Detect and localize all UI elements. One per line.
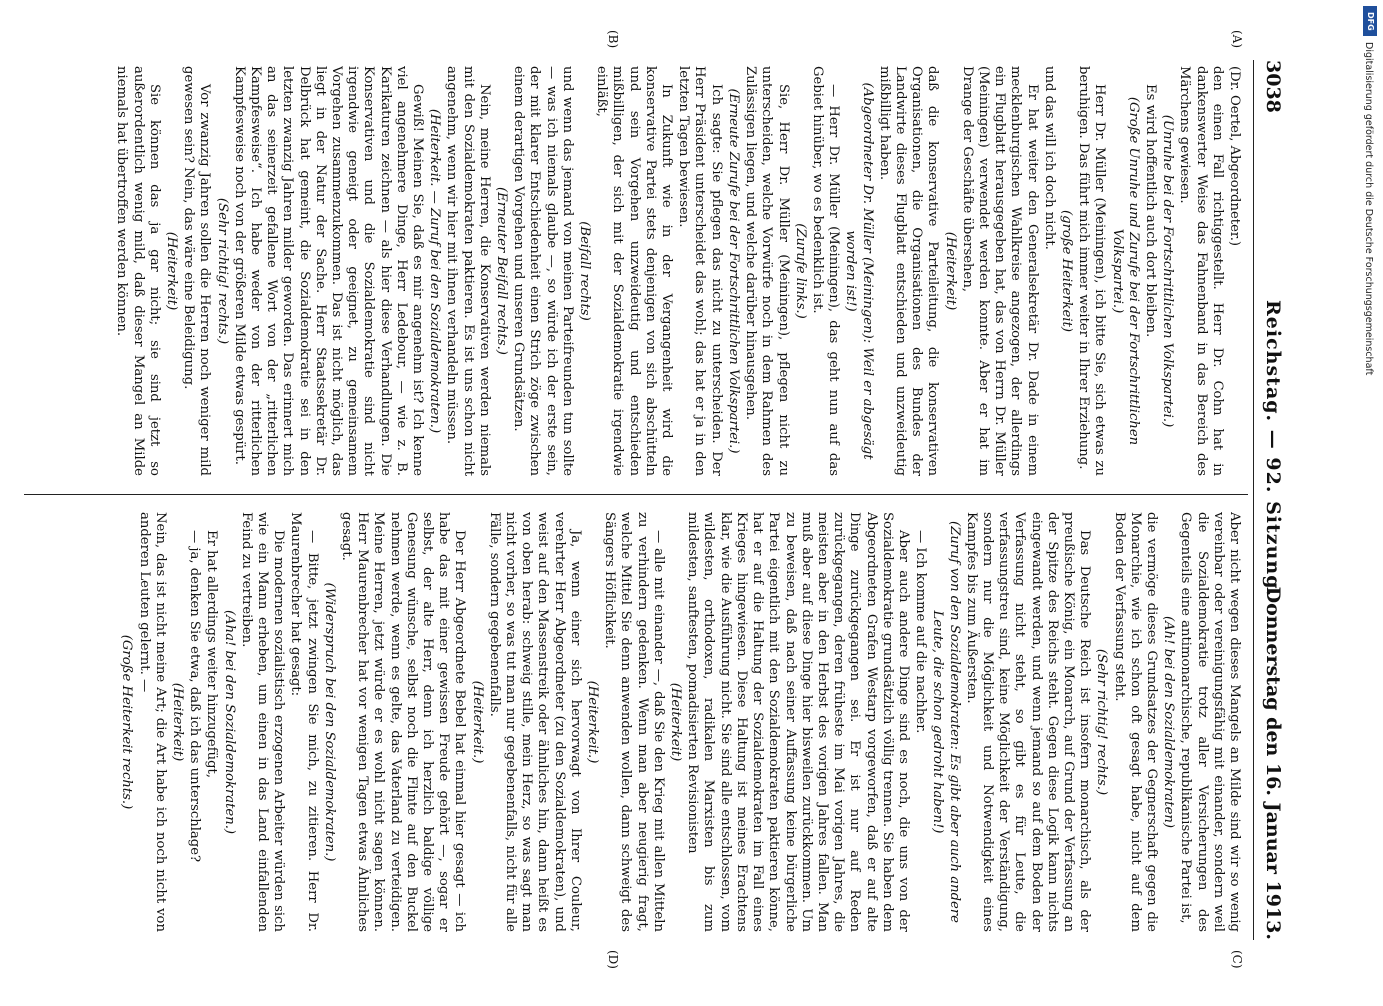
interjection: (Heiterkeit)	[164, 231, 179, 311]
interjection: (Große Heiterkeit rechts.)	[119, 634, 135, 810]
interjection: (große Heiterkeit)	[1058, 209, 1074, 333]
interjection: (Heiterkeit)	[170, 682, 185, 762]
paragraph: Nein, meine Herren, die Konservativen werden niemals mit den Sozialdemokraten paktieren. Es ist uns schon nicht angenehm, wenn wir hier mit ihnen verhandeln müssen.	[444, 66, 492, 476]
paragraph: — Herr Dr. Müller (Meiningen), das geht nun auf das Gebiet hinüber, wo es bedenklich ist.	[809, 66, 842, 476]
interjection: (Ah! bei den Sozialdemokraten)	[1161, 615, 1177, 829]
paragraph: Nein, das ist nicht meine Art; die Art habe ich noch nicht von anderen Leuten gelernt. —	[136, 512, 168, 932]
paragraph: — ja, denken Sie etwa, daß ich das unterschlage?	[187, 530, 203, 863]
interjection: (Abgeordneter Dr. Müller (Meiningen): Weil er abgesägt worden ist!)	[843, 82, 875, 460]
interjection: (Heiterkeit)	[942, 231, 958, 311]
interjection: (Heiterkeit. — Zuruf bei den Sozialdemokraten.)	[427, 108, 443, 434]
paragraph: Er hat allerdings weiter hinzugefügt,	[204, 530, 220, 779]
paragraph: und das will ich doch nicht.	[1041, 66, 1057, 250]
paragraph: In Zukunft wie in der Vergangenheit wird die konservative Partei stets denjenigen von sich abschütteln und sein Vorgehen unzweideutig und entschieden mißbilligen, der sich mit der Sozialdemokratie irgendwie einläßt,	[594, 66, 675, 476]
paragraph: Sie können das ja gar nicht; sie sind jetzt so außerordentlich wenig mild, daß dieser Mangel an Milde niemals hat übertroffen werden können.	[114, 66, 162, 476]
margin-marker-b: (B)	[606, 30, 620, 49]
interjection: (Erneuter Beifall rechts.)	[494, 187, 510, 355]
paragraph: Sie, Herr Dr. Müller (Meiningen), pflegen nicht zu unterscheiden, welche Vorwürfe noch in dem Rahmen des Zulässigen liegen, und welche darüber hinausgehen.	[743, 66, 791, 476]
paragraph: Er hat weiter den Generalsekretär Dr. Dade in einem mecklenburgischen Wahlkreise angezogen, der allerdings ein Flugblatt herausgegeben hat, das von Herrn Dr. Müller (Meiningen) verwendet werden konnte. Aber er hat im Drange der Geschäfte übersehen,	[959, 66, 1040, 476]
margin-marker-a: (A)	[1230, 30, 1244, 49]
paragraph: (Dr. Oertel, Abgeordneter.)	[1227, 66, 1242, 247]
paragraph: — alle mit einander —, daß Sie den Krieg mit allen Mitteln zu verhindern gedenken. Wenn man aber neugierig fragt, welche Mittel Sie denn anwenden wollen, dann schweigt des Sängers Höflichkeit.	[602, 512, 666, 932]
interjection: (Zuruf von den Sozialdemokraten: Es gibt aber auch andere Leute, die schon gedroht haben!)	[930, 521, 962, 923]
left-text-column	[28, 66, 1242, 476]
paragraph: — Ich komme auf die nachher.	[913, 530, 929, 734]
interjection: (Unruhe bei der Fortschrittlichen Volkspartei.)	[1160, 114, 1176, 428]
dfg-strip	[1363, 6, 1379, 1006]
paragraph: daß die konservative Parteileitung, die konservativen Organisationen, die Organisationen des Bundes der Landwirte dieses Flugblatt entschieden und unzweideutig mißbilligt haben.	[876, 66, 941, 476]
page-number: 3038	[1262, 60, 1284, 113]
paragraph: Ja, wenn einer sich hervorwagt von Ihrer Couleur, verehrter Herr Abgeordneter (zu den Sozialdemokraten), und weist auf den Massenstreik oder ähnliches hin, dann heißt es von oben herab: schweig stille, mein Herz, so was sagt man nicht vorher, so was tut man nur gegebenenfalls, nicht für alle Fälle, sondern gegebenenfalls.	[486, 512, 583, 932]
interjection: (Sehr richtig! rechts.)	[1094, 648, 1110, 796]
paragraph: — Bitte, jetzt zwingen Sie mich, zu zitieren. Herr Dr. Maurenbrecher hat gesagt:	[288, 512, 320, 932]
page-title: Reichstag. — 92. Sitzung.	[1262, 300, 1284, 598]
paragraph: Aber auch andere Dinge sind es noch, die uns von der Sozialdemokratie grundsätzlich völlig trennen. Sie haben dem Abgeordneten Grafen Westarp vorgeworfen, daß er auf alte Dinge zurückgegangen sei. Er ist nur auf Reden zurückgegangen, deren früheste im Mai vorigen Jahres, die meisten aber in den Herbst des vorigen Jahres fallen. Man muß aber auf diese Dinge hier bisweilen zurückkommen. Um zu beweisen, daß nach seiner Auffassung keine bürgerliche Partei eigentlich mit den Sozialdemokraten paktieren könne, hat er auf die Haltung der Sozialdemokraten im Fall eines Krieges hingewiesen. Diese Haltung ist meines Erachtens klar, wie die Ausführung nicht. Sie sind alle entschlossen, vom wildesten, orthodoxen, radikalen Marxisten bis zum mildesten, sanftesten, pomadisierten Revisionisten	[685, 512, 911, 932]
paragraph: Aber nicht wegen dieses Mangels an Milde sind wir so wenig vereinbar oder vereinigungsfähig mit einander, sondern weil die Sozialdemokratie trotz aller Versicherungen des Gegenteils eine antimonarchische, republikanische Partei ist,	[1178, 512, 1242, 932]
column-divider	[24, 494, 1248, 495]
interjection: (Große Unruhe und Zurufe bei der Fortschrittlichen Volkspartei.)	[1109, 96, 1141, 446]
paragraph: Die modernen sozialistisch erzogenen Arbeiter würden sich wie ein Mann erheben, um einen in das Land einfallenden Feind zu vertreiben.	[238, 512, 287, 932]
interjection: (Erneute Zurufe bei der Fortschrittlichen Volkspartei.)	[725, 88, 741, 454]
dfg-logo: DFG	[1363, 6, 1377, 36]
interjection: (Widerspruch bei den Sozialdemokraten.)	[321, 582, 337, 862]
paragraph: die vermöge dieses Grundsatzes der Gegnerschaft gegen die Monarchie, wie ich schon oft gesagt habe, nicht auf dem Boden der Verfassung steht.	[1111, 512, 1159, 932]
paragraph: Vor zwanzig Jahren sollen die Herren noch weniger mild gewesen sein? Nein, das wäre eine Beleidigung.	[181, 66, 213, 476]
dfg-funding-note: Digitalisierung gefördert durch die Deutsche Forschungsgemeinschaft	[1363, 42, 1374, 376]
interjection: (Heiterkeit)	[668, 682, 684, 762]
paragraph: Herr Dr. Müller (Meiningen), ich bitte Sie, sich etwas zu beruhigen. Das führt mich immer weiter in Ihrer Erziehung.	[1076, 66, 1108, 476]
page-header	[1253, 60, 1290, 940]
interjection: (Zurufe links.)	[792, 223, 808, 319]
right-text-column	[28, 512, 1242, 932]
paragraph: Ich sagte: Sie pflegen das nicht zu unterscheiden. Der Herr Präsident unterscheidet das wohl; das hat er ja in den letzten Tagen bewiesen.	[676, 66, 724, 476]
margin-marker-c: (C)	[1230, 950, 1244, 969]
interjection: (Aha! bei den Sozialdemokraten.)	[221, 609, 237, 835]
paragraph: Das Deutsche Reich ist insofern monarchisch, als der preußische König, ein Monarch, auf Grund der Verfassung an der Spitze des Reichs steht. Gegen diese Logik kann nichts eingewandt werden, und wenn jemand so auf dem Boden der Verfassung nicht steht, so gibt es für Leute, die verfassungstreu sind, keine Möglichkeit der Verständigung, sondern nur die Möglichkeit und Notwendigkeit eines Kampfes bis zum Äußersten.	[963, 512, 1093, 932]
interjection: (Beifall rechts)	[577, 221, 593, 321]
interjection: (Heiterkeit.)	[469, 680, 485, 764]
margin-marker-d: (D)	[606, 950, 620, 969]
interjection: (Sehr richtig! rechts.)	[214, 197, 230, 345]
interjection: (Heiterkeit.)	[585, 680, 601, 764]
paragraph: Gewiß! Meinen Sie, daß es mir angenehm ist? Ich kenne viel angenehmere Dinge, Herr Ledebour, — wie z. B. Karikaturen zeichnen — als hier diese Verhandlungen. Die Konservativen und die Sozialdemokratie sind nicht irgendwie geneigt oder geeignet, zu gemeinsamem Vorgehen zusammenzukommen. Das ist nicht möglich, das liegt in der Natur der Sache. Herr Staatssekretär Dr. Delbrück hat gemeint, die Sozialdemokratie sei in den letzten zwanzig Jahren milder geworden. Das erinnert mich an das seinerzeit gefallene Wort von der „ritterlichen Kampfesweise“. Ich habe weder von der ritterlichen Kampfesweise noch von der größeren Milde etwas gespürt.	[231, 66, 426, 476]
paragraph: und wenn das jemand von meinen Parteifreunden tun sollte — was ich niemals glaube —, so würde ich der erste sein, der mit klarer Entschiedenheit einen Strich zöge zwischen einem derartigen Vorgehen und unseren Grundsätzen.	[511, 66, 575, 476]
paragraph: Es wird hoffentlich auch dort bleiben.	[1142, 84, 1158, 338]
session-date: Donnerstag den 16. Januar 1913.	[1262, 586, 1284, 940]
paragraph: Der Herr Abgeordnete Bebel hat einmal hier gesagt — ich habe das mit einer gewissen Freude gehört —, sogar er selbst, der alte Herr, denn ich herzlich baldige völlige Genesung wünsche, selbst noch die Flinte auf den Buckel nehmen werde, wenn es gelte, das Vaterland zu verteidigen. Meine Herren, jetzt würde er es wohl nicht sagen können. Herr Maurenbrecher hat vor wenigen Tagen etwas Ähnliches gesagt.	[339, 512, 468, 932]
paragraph: den einen Fall richtiggestellt. Herr Dr. Cohn hat in dankenswerter Weise das Fahnenband in das Bereich des Märchens gewiesen.	[1177, 66, 1225, 476]
